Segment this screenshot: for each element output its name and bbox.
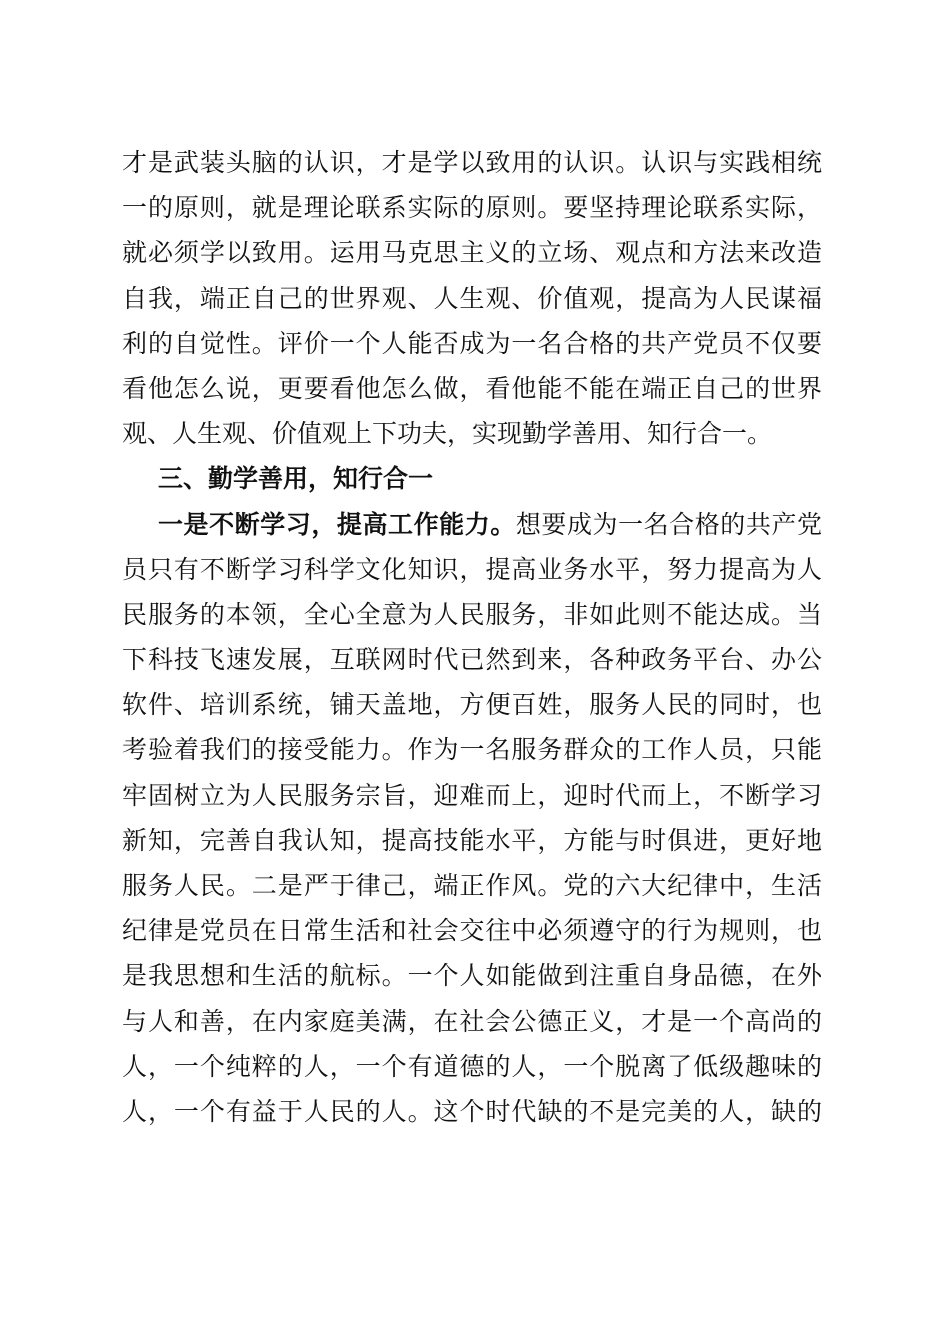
paragraph-2-line: 人，一个纯粹的人，一个有道德的人，一个脱离了低级趣味的: [122, 1051, 822, 1081]
paragraph-1-line: 才是武装头脑的认识，才是学以致用的认识。认识与实践相统: [122, 148, 822, 177]
paragraph-2-first-line: [122, 502, 822, 547]
paragraph-1-line: 一的原则，就是理论联系实际的原则。要坚持理论联系实际，: [122, 193, 822, 223]
paragraph-2-line: 纪律是党员在日常生活和社会交往中必须遵守的行为规则，也: [122, 916, 822, 946]
paragraph-2-line: 员只有不断学习科学文化知识，提高业务水平，努力提高为人: [122, 554, 822, 584]
paragraph-1-line: 利的自觉性。评价一个人能否成为一名合格的共产党员不仅要: [122, 328, 822, 358]
paragraph-2-line: 与人和善，在内家庭美满，在社会公德正义，才是一个高尚的: [122, 1006, 822, 1036]
paragraph-2-line: 软件、培训系统，铺天盖地，方便百姓，服务人民的同时，也: [122, 690, 822, 720]
paragraph-2-line: 服务人民。二是严于律己，端正作风。党的六大纪律中，生活: [122, 871, 822, 900]
paragraph-1-line: 看他怎么说，更要看他怎么做，看他能不能在端正自己的世界: [122, 373, 822, 403]
document-body: [122, 140, 822, 1134]
paragraph-1-line: 自我，端正自己的世界观、人生观、价值观，提高为人民谋福: [122, 283, 822, 313]
paragraph-2-line: 新知，完善自我认知，提高技能水平，方能与时俱进，更好地: [122, 825, 822, 855]
paragraph-2-line: 人，一个有益于人民的人。这个时代缺的不是完美的人，缺的: [122, 1096, 822, 1126]
paragraph-2-line: 下科技飞速发展，互联网时代已然到来，各种政务平台、办公: [122, 645, 822, 675]
paragraph-2-line: 是我思想和生活的航标。一个人如能做到注重自身品德，在外: [122, 961, 822, 991]
paragraph-2-line: 牢固树立为人民服务宗旨，迎难而上，迎时代而上，不断学习: [122, 780, 822, 810]
paragraph-2-first-line-rest: 想要成为一名合格的共产党: [515, 509, 822, 539]
paragraph-1-line: 观、人生观、价值观上下功夫，实现勤学善用、知行合一。: [122, 419, 773, 449]
paragraph-1-line: 就必须学以致用。运用马克思主义的立场、观点和方法来改造: [122, 238, 822, 268]
section-heading: 三、勤学善用，知行合一: [158, 464, 434, 494]
paragraph-2-line: 考验着我们的接受能力。作为一名服务群众的工作人员，只能: [122, 735, 822, 765]
paragraph-2-lead: 一是不断学习，提高工作能力。: [158, 509, 516, 539]
paragraph-2-line: 民服务的本领，全心全意为人民服务，非如此则不能达成。当: [122, 599, 822, 629]
